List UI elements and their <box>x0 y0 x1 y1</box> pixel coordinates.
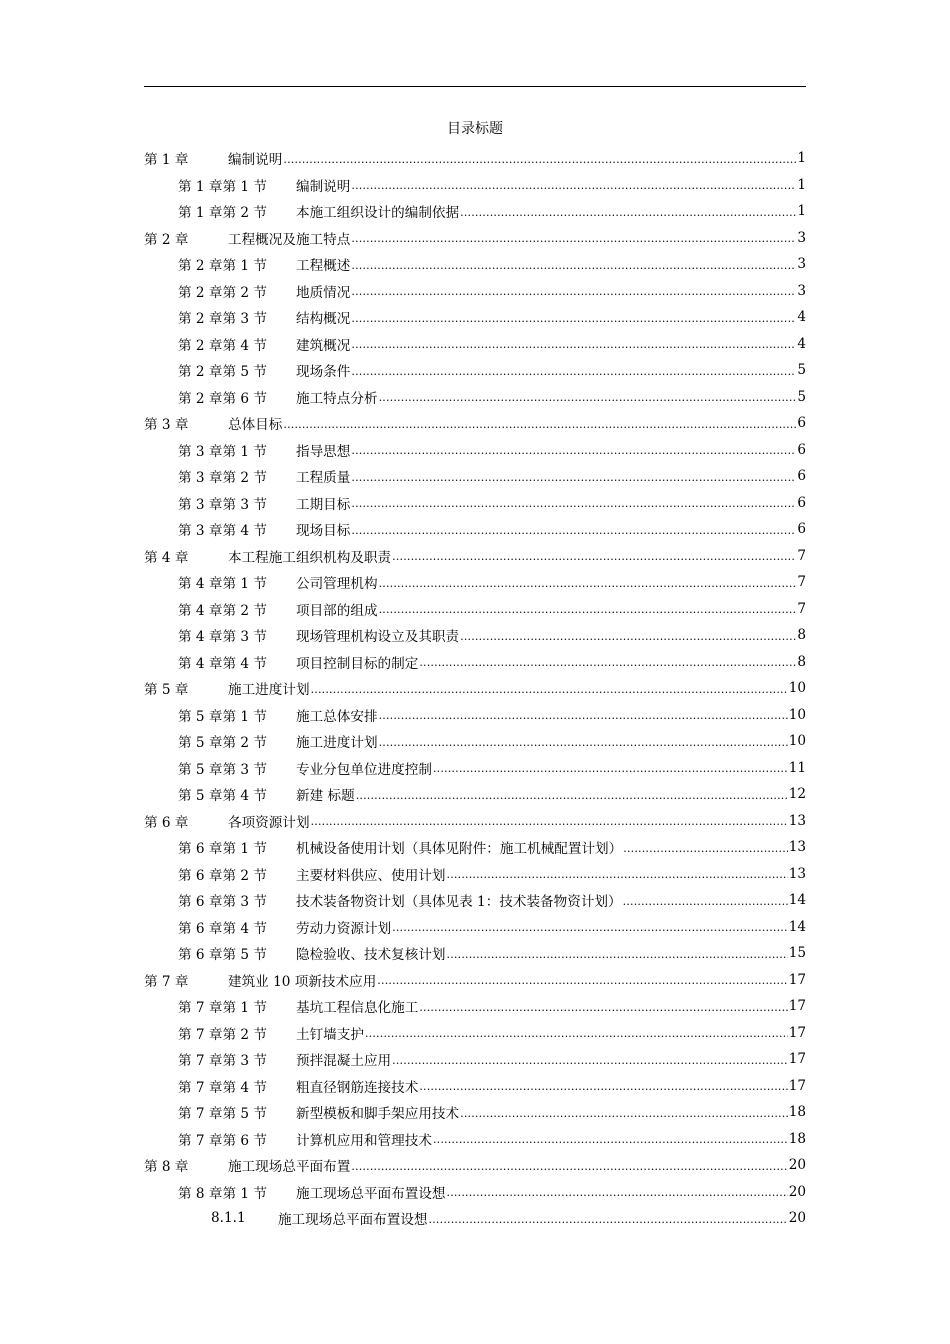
toc-entry-label: 项目部的组成 <box>296 602 378 619</box>
toc-entry-label: 本施工组织设计的编制依据 <box>296 205 460 222</box>
toc-entry-number: 第 2 章第 4 节 <box>178 337 267 354</box>
toc-entry[interactable] <box>144 1152 806 1179</box>
toc-entry-number: 第 5 章第 1 节 <box>178 708 267 725</box>
toc-dot-leader <box>419 1073 787 1100</box>
toc-entry-label: 土钉墙支护 <box>296 1026 364 1043</box>
toc-entry-page: 3 <box>797 282 806 299</box>
toc-entry-page: 10 <box>788 733 806 750</box>
toc-entry[interactable] <box>144 1020 806 1047</box>
toc-entry-page: 4 <box>797 335 806 352</box>
toc-entry-label: 施工进度计划 <box>228 682 310 699</box>
toc-entry-page: 13 <box>788 839 806 856</box>
toc-entry-number: 第 8 章 <box>144 1159 189 1176</box>
toc-dot-leader <box>447 1179 788 1206</box>
toc-dot-leader <box>351 251 796 278</box>
toc-entry[interactable] <box>144 993 806 1020</box>
toc-dot-leader <box>392 914 788 941</box>
toc-entry-page: 5 <box>797 362 806 379</box>
toc-entry-label: 地质情况 <box>296 284 351 301</box>
toc-dot-leader <box>379 596 797 623</box>
toc-entry[interactable] <box>144 225 806 252</box>
toc-entry-number: 第 6 章第 1 节 <box>178 841 267 858</box>
toc-entry-page: 14 <box>788 892 806 909</box>
toc-title: 目录标题 <box>447 121 503 137</box>
toc-entry[interactable] <box>144 596 806 623</box>
toc-entry-number: 第 3 章第 4 节 <box>178 523 267 540</box>
toc-entry[interactable] <box>144 172 806 199</box>
toc-entry-label: 新建 标题 <box>296 788 355 805</box>
toc-entry-number: 第 6 章第 3 节 <box>178 894 267 911</box>
toc-entry[interactable] <box>144 569 806 596</box>
toc-dot-leader <box>460 1099 788 1126</box>
toc-entry[interactable] <box>144 331 806 358</box>
toc-entry[interactable] <box>144 887 806 914</box>
toc-entry-number: 第 2 章第 1 节 <box>178 258 267 275</box>
toc-entry-page: 18 <box>788 1130 806 1147</box>
toc-entry-page: 20 <box>788 1210 806 1227</box>
toc-entry-number: 第 3 章第 1 节 <box>178 443 267 460</box>
toc-entry-number: 第 1 章第 1 节 <box>178 178 267 195</box>
toc-entry[interactable] <box>144 675 806 702</box>
toc-entry[interactable] <box>144 410 806 437</box>
toc-entry[interactable] <box>144 145 806 172</box>
toc-entry-number: 第 4 章第 4 节 <box>178 655 267 672</box>
toc-entry-page: 6 <box>797 415 806 432</box>
toc-entry-number: 第 7 章第 6 节 <box>178 1132 267 1149</box>
toc-entry-label: 工程概述 <box>296 258 351 275</box>
toc-entry-label: 结构概况 <box>296 311 351 328</box>
toc-dot-leader <box>392 543 796 570</box>
toc-entry-number: 第 1 章 <box>144 152 189 169</box>
toc-entry[interactable] <box>144 834 806 861</box>
toc-dot-leader <box>460 622 796 649</box>
toc-entry-page: 18 <box>788 1104 806 1121</box>
toc-entry-label: 施工现场总平面布置设想 <box>296 1185 446 1202</box>
toc-entry-number: 第 6 章 <box>144 814 189 831</box>
toc-entry-label: 新型模板和脚手架应用技术 <box>296 1106 460 1123</box>
toc-entry-page: 17 <box>788 998 806 1015</box>
toc-entry-page: 1 <box>797 150 806 167</box>
toc-entry-label: 现场管理机构设立及其职责 <box>296 629 460 646</box>
toc-entry-label: 施工现场总平面布置 <box>228 1159 351 1176</box>
toc-entry-number: 第 2 章 <box>144 231 189 248</box>
toc-entry[interactable] <box>144 463 806 490</box>
toc-dot-leader <box>351 437 796 464</box>
toc-dot-leader <box>351 463 796 490</box>
toc-entry-label: 计算机应用和管理技术 <box>296 1132 432 1149</box>
toc-entry-label: 工程质量 <box>296 470 351 487</box>
toc-entry-label: 劳动力资源计划 <box>296 920 392 937</box>
toc-dot-leader <box>351 357 796 384</box>
toc-entry[interactable] <box>144 861 806 888</box>
toc-dot-leader <box>429 1205 788 1232</box>
toc-entry-label: 指导思想 <box>296 443 351 460</box>
toc-entry-label: 建筑业 10 项新技术应用 <box>228 973 377 990</box>
toc-dot-leader <box>351 490 796 517</box>
toc-entry-number: 第 4 章第 2 节 <box>178 602 267 619</box>
toc-entry-label: 项目控制目标的制定 <box>296 655 419 672</box>
toc-entry[interactable] <box>144 755 806 782</box>
toc-entry-number: 第 5 章 <box>144 682 189 699</box>
toc-entry-page: 20 <box>788 1157 806 1174</box>
toc-entry-label: 工程概况及施工特点 <box>228 231 351 248</box>
toc-entry-page: 17 <box>788 971 806 988</box>
toc-entry-page: 14 <box>788 918 806 935</box>
toc-entry-page: 6 <box>797 441 806 458</box>
toc-entry-page: 10 <box>788 706 806 723</box>
toc-entry-number: 第 2 章第 3 节 <box>178 311 267 328</box>
toc-dot-leader <box>356 781 788 808</box>
toc-entry-page: 11 <box>788 759 806 776</box>
toc-entry-page: 20 <box>788 1183 806 1200</box>
toc-entry-number: 第 7 章 <box>144 973 189 990</box>
toc-entry-number: 第 5 章第 2 节 <box>178 735 267 752</box>
toc-entry[interactable] <box>144 516 806 543</box>
toc-entry[interactable] <box>144 490 806 517</box>
toc-entry-label: 编制说明 <box>296 178 351 195</box>
toc-entry-page: 17 <box>788 1051 806 1068</box>
toc-entry-page: 10 <box>788 680 806 697</box>
toc-entry[interactable] <box>144 1073 806 1100</box>
toc-entry[interactable] <box>144 1179 806 1206</box>
toc-entry[interactable] <box>144 1126 806 1153</box>
toc-entry-label: 各项资源计划 <box>228 814 310 831</box>
toc-dot-leader <box>351 225 796 252</box>
toc-entry[interactable] <box>144 649 806 676</box>
toc-entry-number: 第 7 章第 1 节 <box>178 1000 267 1017</box>
toc-entry[interactable] <box>144 357 806 384</box>
toc-entry-number: 第 1 章第 2 节 <box>178 205 267 222</box>
toc-entry-page: 3 <box>797 256 806 273</box>
toc-entry[interactable] <box>144 808 806 835</box>
toc-entry-number: 第 6 章第 2 节 <box>178 867 267 884</box>
toc-dot-leader <box>283 410 796 437</box>
toc-entry[interactable] <box>144 437 806 464</box>
toc-entry[interactable] <box>144 728 806 755</box>
toc-entry-page: 17 <box>788 1077 806 1094</box>
toc-dot-leader <box>351 516 796 543</box>
toc-entry-label: 预拌混凝土应用 <box>296 1053 392 1070</box>
toc-dot-leader <box>351 1152 787 1179</box>
toc-dot-leader <box>351 304 796 331</box>
toc-entry-page: 15 <box>788 945 806 962</box>
toc-dot-leader <box>460 198 796 225</box>
toc-dot-leader <box>379 384 797 411</box>
toc-dot-leader <box>447 861 788 888</box>
toc-dot-leader <box>377 967 787 994</box>
toc-entry[interactable] <box>144 914 806 941</box>
toc-dot-leader <box>623 834 787 861</box>
toc-entry-page: 8 <box>797 627 806 644</box>
toc-entry[interactable] <box>144 384 806 411</box>
toc-entry[interactable] <box>144 198 806 225</box>
toc-entry[interactable] <box>144 781 806 808</box>
toc-entry-label: 建筑概况 <box>296 337 351 354</box>
toc-entry-number: 第 4 章 <box>144 549 189 566</box>
toc-entry-label: 总体目标 <box>228 417 283 434</box>
toc-dot-leader <box>351 172 796 199</box>
toc-dot-leader <box>392 1046 788 1073</box>
toc-entry[interactable] <box>144 1205 806 1232</box>
toc-entry[interactable] <box>144 278 806 305</box>
header-rule <box>144 86 806 87</box>
toc-entry-page: 13 <box>788 865 806 882</box>
toc-dot-leader <box>419 649 796 676</box>
toc-entry-number: 第 7 章第 2 节 <box>178 1026 267 1043</box>
toc-entry-number: 8.1.1 <box>211 1210 246 1227</box>
toc-entry-label: 粗直径钢筋连接技术 <box>296 1079 419 1096</box>
toc-entry-page: 12 <box>788 786 806 803</box>
toc-entry-number: 第 2 章第 5 节 <box>178 364 267 381</box>
toc-entry-page: 7 <box>797 600 806 617</box>
toc-entry-page: 7 <box>797 547 806 564</box>
toc-entry[interactable] <box>144 304 806 331</box>
toc-entry-number: 第 8 章第 1 节 <box>178 1185 267 1202</box>
toc-entry-page: 6 <box>797 494 806 511</box>
toc-entry-number: 第 2 章第 2 节 <box>178 284 267 301</box>
toc-entry-number: 第 7 章第 3 节 <box>178 1053 267 1070</box>
toc-dot-leader <box>365 1020 788 1047</box>
toc-entry-label: 现场条件 <box>296 364 351 381</box>
toc-entry-page: 13 <box>788 812 806 829</box>
toc-dot-leader <box>433 1126 788 1153</box>
toc-entry[interactable] <box>144 251 806 278</box>
toc-dot-leader <box>433 755 788 782</box>
toc-entry-page: 6 <box>797 468 806 485</box>
toc-dot-leader <box>379 702 788 729</box>
toc-entry[interactable] <box>144 543 806 570</box>
toc-entry-page: 1 <box>797 176 806 193</box>
toc-entry[interactable] <box>144 967 806 994</box>
toc-entry-number: 第 7 章第 5 节 <box>178 1106 267 1123</box>
toc-entry[interactable] <box>144 702 806 729</box>
toc-entry-page: 6 <box>797 521 806 538</box>
toc-entry-label: 本工程施工组织机构及职责 <box>228 549 392 566</box>
toc-entry-label: 施工特点分析 <box>296 390 378 407</box>
toc-entry-number: 第 3 章 <box>144 417 189 434</box>
table-of-contents <box>144 145 806 1232</box>
toc-entry[interactable] <box>144 940 806 967</box>
toc-entry-label: 施工总体安排 <box>296 708 378 725</box>
toc-entry-label: 工期目标 <box>296 496 351 513</box>
toc-dot-leader <box>623 887 788 914</box>
toc-entry-page: 4 <box>797 309 806 326</box>
toc-entry-number: 第 4 章第 3 节 <box>178 629 267 646</box>
toc-entry-number: 第 6 章第 4 节 <box>178 920 267 937</box>
toc-dot-leader <box>351 278 796 305</box>
toc-entry-number: 第 2 章第 6 节 <box>178 390 267 407</box>
toc-entry-page: 7 <box>797 574 806 591</box>
toc-entry-label: 现场目标 <box>296 523 351 540</box>
toc-entry-label: 编制说明 <box>228 152 283 169</box>
toc-entry-label: 隐检验收、技术复核计划 <box>296 947 446 964</box>
toc-dot-leader <box>283 145 796 172</box>
toc-entry-page: 1 <box>797 203 806 220</box>
toc-dot-leader <box>351 331 796 358</box>
toc-entry-label: 技术装备物资计划（具体见表 1：技术装备物资计划） <box>296 894 622 911</box>
toc-entry[interactable] <box>144 1046 806 1073</box>
toc-entry-number: 第 7 章第 4 节 <box>178 1079 267 1096</box>
toc-dot-leader <box>311 675 788 702</box>
toc-entry-number: 第 3 章第 2 节 <box>178 470 267 487</box>
toc-entry-label: 施工进度计划 <box>296 735 378 752</box>
toc-entry-number: 第 3 章第 3 节 <box>178 496 267 513</box>
toc-entry-label: 机械设备使用计划（具体见附件：施工机械配置计划） <box>296 841 623 858</box>
toc-entry-label: 施工现场总平面布置设想 <box>278 1212 428 1229</box>
toc-entry-page: 17 <box>788 1024 806 1041</box>
toc-dot-leader <box>447 940 788 967</box>
toc-dot-leader <box>379 728 788 755</box>
toc-entry-label: 公司管理机构 <box>296 576 378 593</box>
toc-entry[interactable] <box>144 622 806 649</box>
toc-entry[interactable] <box>144 1099 806 1126</box>
toc-entry-page: 8 <box>797 653 806 670</box>
toc-dot-leader <box>419 993 787 1020</box>
toc-entry-page: 5 <box>797 388 806 405</box>
toc-entry-number: 第 5 章第 4 节 <box>178 788 267 805</box>
toc-entry-label: 基坑工程信息化施工 <box>296 1000 419 1017</box>
toc-dot-leader <box>379 569 797 596</box>
toc-dot-leader <box>311 808 788 835</box>
toc-entry-number: 第 6 章第 5 节 <box>178 947 267 964</box>
toc-entry-number: 第 4 章第 1 节 <box>178 576 267 593</box>
toc-entry-number: 第 5 章第 3 节 <box>178 761 267 778</box>
toc-entry-label: 专业分包单位进度控制 <box>296 761 432 778</box>
toc-entry-page: 3 <box>797 229 806 246</box>
toc-entry-label: 主要材料供应、使用计划 <box>296 867 446 884</box>
